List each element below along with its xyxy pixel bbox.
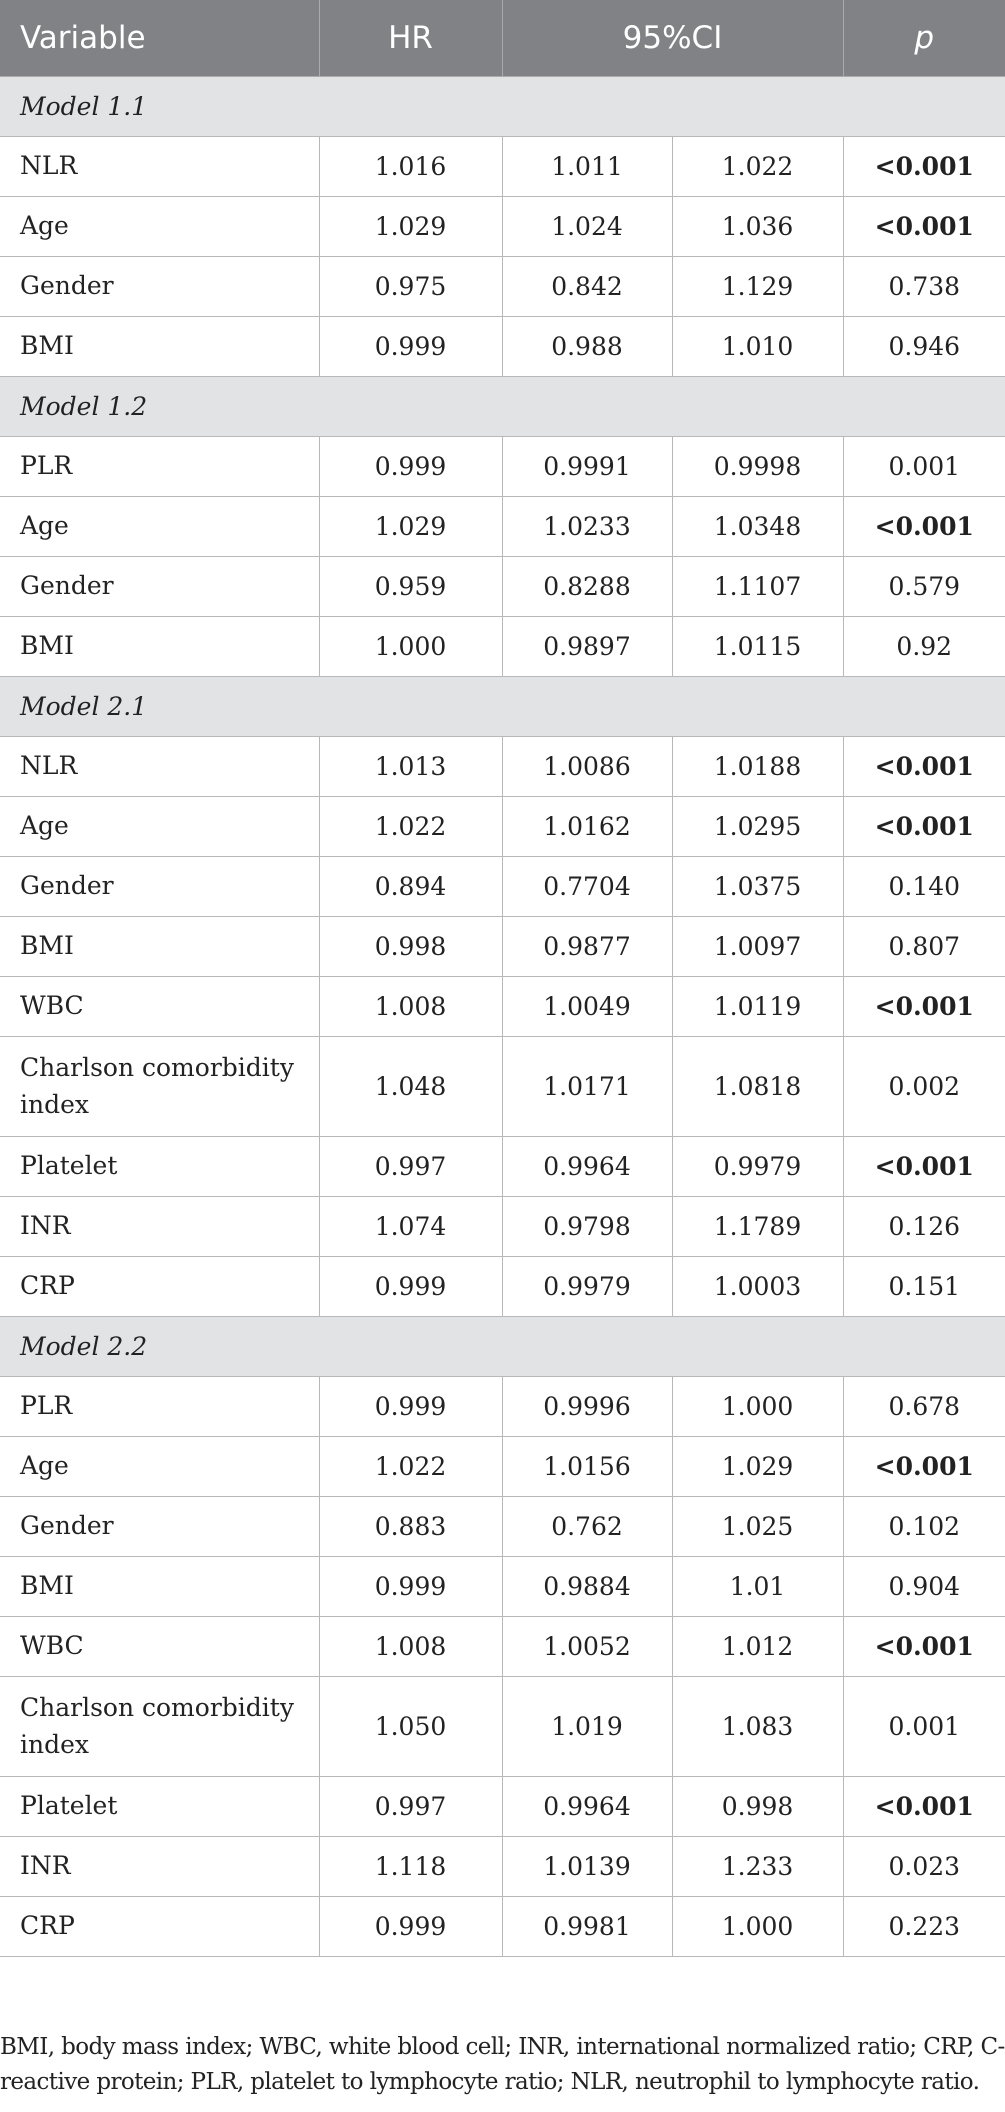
hr-cell: 0.883 bbox=[319, 1497, 502, 1557]
p-value-cell: 0.678 bbox=[843, 1377, 1005, 1437]
variable-cell: BMI bbox=[0, 617, 319, 677]
ci-upper-cell: 1.0348 bbox=[672, 497, 843, 557]
variable-cell: CRP bbox=[0, 1897, 319, 1957]
p-value-cell: <0.001 bbox=[843, 797, 1005, 857]
hr-cell: 0.999 bbox=[319, 437, 502, 497]
variable-cell: Gender bbox=[0, 557, 319, 617]
ci-upper-cell: 1.010 bbox=[672, 317, 843, 377]
ci-lower-cell: 1.0171 bbox=[502, 1037, 672, 1137]
hr-cell: 1.008 bbox=[319, 977, 502, 1037]
variable-cell: Platelet bbox=[0, 1137, 319, 1197]
hr-cell: 0.959 bbox=[319, 557, 502, 617]
model-label: Model 2.1 bbox=[0, 677, 1005, 737]
variable-cell: BMI bbox=[0, 317, 319, 377]
table-row bbox=[0, 797, 1005, 857]
ci-lower-cell: 1.0162 bbox=[502, 797, 672, 857]
ci-lower-cell: 1.024 bbox=[502, 197, 672, 257]
hr-cell: 0.999 bbox=[319, 1897, 502, 1957]
table-row bbox=[0, 1677, 1005, 1777]
variable-cell: NLR bbox=[0, 137, 319, 197]
ci-lower-cell: 0.7704 bbox=[502, 857, 672, 917]
hr-cell: 0.999 bbox=[319, 1257, 502, 1317]
table-row bbox=[0, 317, 1005, 377]
table-row bbox=[0, 1777, 1005, 1837]
ci-upper-cell: 1.022 bbox=[672, 137, 843, 197]
variable-cell: Age bbox=[0, 497, 319, 557]
ci-lower-cell: 0.988 bbox=[502, 317, 672, 377]
variable-cell: PLR bbox=[0, 1377, 319, 1437]
table-row bbox=[0, 1557, 1005, 1617]
model-label: Model 2.2 bbox=[0, 1317, 1005, 1377]
variable-cell: CRP bbox=[0, 1257, 319, 1317]
hr-cell: 1.000 bbox=[319, 617, 502, 677]
ci-upper-cell: 1.000 bbox=[672, 1377, 843, 1437]
ci-upper-cell: 1.0097 bbox=[672, 917, 843, 977]
ci-lower-cell: 1.0233 bbox=[502, 497, 672, 557]
p-value-cell: <0.001 bbox=[843, 977, 1005, 1037]
ci-upper-cell: 0.9998 bbox=[672, 437, 843, 497]
p-value-cell: 0.738 bbox=[843, 257, 1005, 317]
header-variable: Variable bbox=[0, 0, 319, 77]
p-value-cell: 0.023 bbox=[843, 1837, 1005, 1897]
header-row bbox=[0, 0, 1005, 77]
variable-cell: Age bbox=[0, 1437, 319, 1497]
variable-cell: Gender bbox=[0, 1497, 319, 1557]
variable-cell: WBC bbox=[0, 977, 319, 1037]
ci-lower-cell: 1.011 bbox=[502, 137, 672, 197]
variable-cell: INR bbox=[0, 1197, 319, 1257]
p-value-cell: <0.001 bbox=[843, 1617, 1005, 1677]
table-row bbox=[0, 1897, 1005, 1957]
p-value-cell: 0.946 bbox=[843, 317, 1005, 377]
hr-cell: 1.008 bbox=[319, 1617, 502, 1677]
hr-cell: 1.022 bbox=[319, 797, 502, 857]
variable-cell: BMI bbox=[0, 1557, 319, 1617]
ci-upper-cell: 1.025 bbox=[672, 1497, 843, 1557]
table-row bbox=[0, 1837, 1005, 1897]
table-row bbox=[0, 437, 1005, 497]
hr-cell: 0.894 bbox=[319, 857, 502, 917]
model-label: Model 1.2 bbox=[0, 377, 1005, 437]
ci-lower-cell: 0.9964 bbox=[502, 1777, 672, 1837]
ci-upper-cell: 1.0003 bbox=[672, 1257, 843, 1317]
p-value-cell: 0.92 bbox=[843, 617, 1005, 677]
hr-cell: 1.050 bbox=[319, 1677, 502, 1777]
ci-upper-cell: 1.012 bbox=[672, 1617, 843, 1677]
ci-lower-cell: 0.9798 bbox=[502, 1197, 672, 1257]
variable-cell: PLR bbox=[0, 437, 319, 497]
variable-cell: BMI bbox=[0, 917, 319, 977]
table-row bbox=[0, 1037, 1005, 1137]
hr-cell: 1.074 bbox=[319, 1197, 502, 1257]
p-value-cell: 0.807 bbox=[843, 917, 1005, 977]
variable-cell: WBC bbox=[0, 1617, 319, 1677]
ci-upper-cell: 1.029 bbox=[672, 1437, 843, 1497]
ci-upper-cell: 1.000 bbox=[672, 1897, 843, 1957]
variable-cell: Age bbox=[0, 797, 319, 857]
ci-lower-cell: 0.842 bbox=[502, 257, 672, 317]
variable-cell: Platelet bbox=[0, 1777, 319, 1837]
hr-cell: 1.022 bbox=[319, 1437, 502, 1497]
ci-upper-cell: 1.0295 bbox=[672, 797, 843, 857]
ci-lower-cell: 1.0139 bbox=[502, 1837, 672, 1897]
ci-lower-cell: 1.019 bbox=[502, 1677, 672, 1777]
ci-upper-cell: 1.036 bbox=[672, 197, 843, 257]
p-value-cell: 0.126 bbox=[843, 1197, 1005, 1257]
p-value-cell: 0.001 bbox=[843, 1677, 1005, 1777]
p-value-cell: <0.001 bbox=[843, 1137, 1005, 1197]
table-row bbox=[0, 1197, 1005, 1257]
table-row bbox=[0, 857, 1005, 917]
hr-cell: 1.013 bbox=[319, 737, 502, 797]
model-row bbox=[0, 377, 1005, 437]
ci-upper-cell: 1.0375 bbox=[672, 857, 843, 917]
p-value-cell: 0.140 bbox=[843, 857, 1005, 917]
ci-upper-cell: 1.01 bbox=[672, 1557, 843, 1617]
hr-cell: 1.029 bbox=[319, 197, 502, 257]
table-row bbox=[0, 1257, 1005, 1317]
hr-cell: 0.999 bbox=[319, 1557, 502, 1617]
ci-upper-cell: 1.1789 bbox=[672, 1197, 843, 1257]
model-row bbox=[0, 1317, 1005, 1377]
p-value-cell: 0.904 bbox=[843, 1557, 1005, 1617]
ci-upper-cell: 1.1107 bbox=[672, 557, 843, 617]
hr-cell: 0.998 bbox=[319, 917, 502, 977]
table-row bbox=[0, 257, 1005, 317]
p-value-cell: 0.001 bbox=[843, 437, 1005, 497]
p-value-cell: 0.579 bbox=[843, 557, 1005, 617]
ci-lower-cell: 0.9981 bbox=[502, 1897, 672, 1957]
ci-upper-cell: 1.0188 bbox=[672, 737, 843, 797]
table-row bbox=[0, 737, 1005, 797]
ci-lower-cell: 0.9877 bbox=[502, 917, 672, 977]
p-value-cell: 0.002 bbox=[843, 1037, 1005, 1137]
hr-cell: 0.975 bbox=[319, 257, 502, 317]
variable-cell: Charlson comorbidity index bbox=[0, 1677, 319, 1777]
ci-lower-cell: 0.9964 bbox=[502, 1137, 672, 1197]
ci-lower-cell: 0.762 bbox=[502, 1497, 672, 1557]
ci-lower-cell: 0.9884 bbox=[502, 1557, 672, 1617]
table-row bbox=[0, 557, 1005, 617]
hr-cell: 1.118 bbox=[319, 1837, 502, 1897]
variable-cell: Age bbox=[0, 197, 319, 257]
hr-cell: 0.999 bbox=[319, 317, 502, 377]
hr-cell: 1.029 bbox=[319, 497, 502, 557]
table-row bbox=[0, 1497, 1005, 1557]
table-row bbox=[0, 1137, 1005, 1197]
table-row bbox=[0, 977, 1005, 1037]
ci-lower-cell: 0.9991 bbox=[502, 437, 672, 497]
table-footnote: BMI, body mass index; WBC, white blood cell; INR, international normalized ratio; CRP, C-reactive protein; PLR, platelet to lymphocyte ratio; NLR, neutrophil to lymphocyte ratio. bbox=[0, 2034, 1005, 2095]
p-value-cell: 0.102 bbox=[843, 1497, 1005, 1557]
table-body bbox=[0, 77, 1005, 1957]
hr-cell: 0.999 bbox=[319, 1377, 502, 1437]
ci-upper-cell: 1.0818 bbox=[672, 1037, 843, 1137]
model-row bbox=[0, 677, 1005, 737]
ci-upper-cell: 1.0119 bbox=[672, 977, 843, 1037]
ci-lower-cell: 0.9996 bbox=[502, 1377, 672, 1437]
p-value-cell: <0.001 bbox=[843, 1437, 1005, 1497]
model-label: Model 1.1 bbox=[0, 77, 1005, 137]
table-row bbox=[0, 137, 1005, 197]
table-row bbox=[0, 1617, 1005, 1677]
table-row bbox=[0, 617, 1005, 677]
variable-cell: Charlson comorbidity index bbox=[0, 1037, 319, 1137]
hr-cell: 1.048 bbox=[319, 1037, 502, 1137]
ci-lower-cell: 1.0052 bbox=[502, 1617, 672, 1677]
ci-lower-cell: 0.9897 bbox=[502, 617, 672, 677]
header-p: p bbox=[843, 0, 1005, 77]
ci-upper-cell: 0.998 bbox=[672, 1777, 843, 1837]
p-value-cell: <0.001 bbox=[843, 737, 1005, 797]
ci-lower-cell: 1.0086 bbox=[502, 737, 672, 797]
p-value-cell: <0.001 bbox=[843, 137, 1005, 197]
ci-upper-cell: 1.083 bbox=[672, 1677, 843, 1777]
header-hr: HR bbox=[319, 0, 502, 77]
ci-lower-cell: 1.0156 bbox=[502, 1437, 672, 1497]
hr-cell: 0.997 bbox=[319, 1777, 502, 1837]
ci-lower-cell: 1.0049 bbox=[502, 977, 672, 1037]
variable-cell: Gender bbox=[0, 857, 319, 917]
ci-upper-cell: 1.0115 bbox=[672, 617, 843, 677]
table-row bbox=[0, 1437, 1005, 1497]
table-row bbox=[0, 1377, 1005, 1437]
hr-cell: 0.997 bbox=[319, 1137, 502, 1197]
ci-lower-cell: 0.9979 bbox=[502, 1257, 672, 1317]
model-row bbox=[0, 77, 1005, 137]
header-ci: 95%CI bbox=[502, 0, 843, 77]
p-value-cell: <0.001 bbox=[843, 1777, 1005, 1837]
ci-upper-cell: 1.233 bbox=[672, 1837, 843, 1897]
p-value-cell: 0.151 bbox=[843, 1257, 1005, 1317]
table-row bbox=[0, 497, 1005, 557]
p-value-cell: 0.223 bbox=[843, 1897, 1005, 1957]
table-header bbox=[0, 0, 1005, 77]
ci-upper-cell: 1.129 bbox=[672, 257, 843, 317]
variable-cell: NLR bbox=[0, 737, 319, 797]
ci-lower-cell: 0.8288 bbox=[502, 557, 672, 617]
p-value-cell: <0.001 bbox=[843, 497, 1005, 557]
ci-upper-cell: 0.9979 bbox=[672, 1137, 843, 1197]
table-row bbox=[0, 197, 1005, 257]
hr-cell: 1.016 bbox=[319, 137, 502, 197]
p-value-cell: <0.001 bbox=[843, 197, 1005, 257]
variable-cell: Gender bbox=[0, 257, 319, 317]
table-row bbox=[0, 917, 1005, 977]
variable-cell: INR bbox=[0, 1837, 319, 1897]
